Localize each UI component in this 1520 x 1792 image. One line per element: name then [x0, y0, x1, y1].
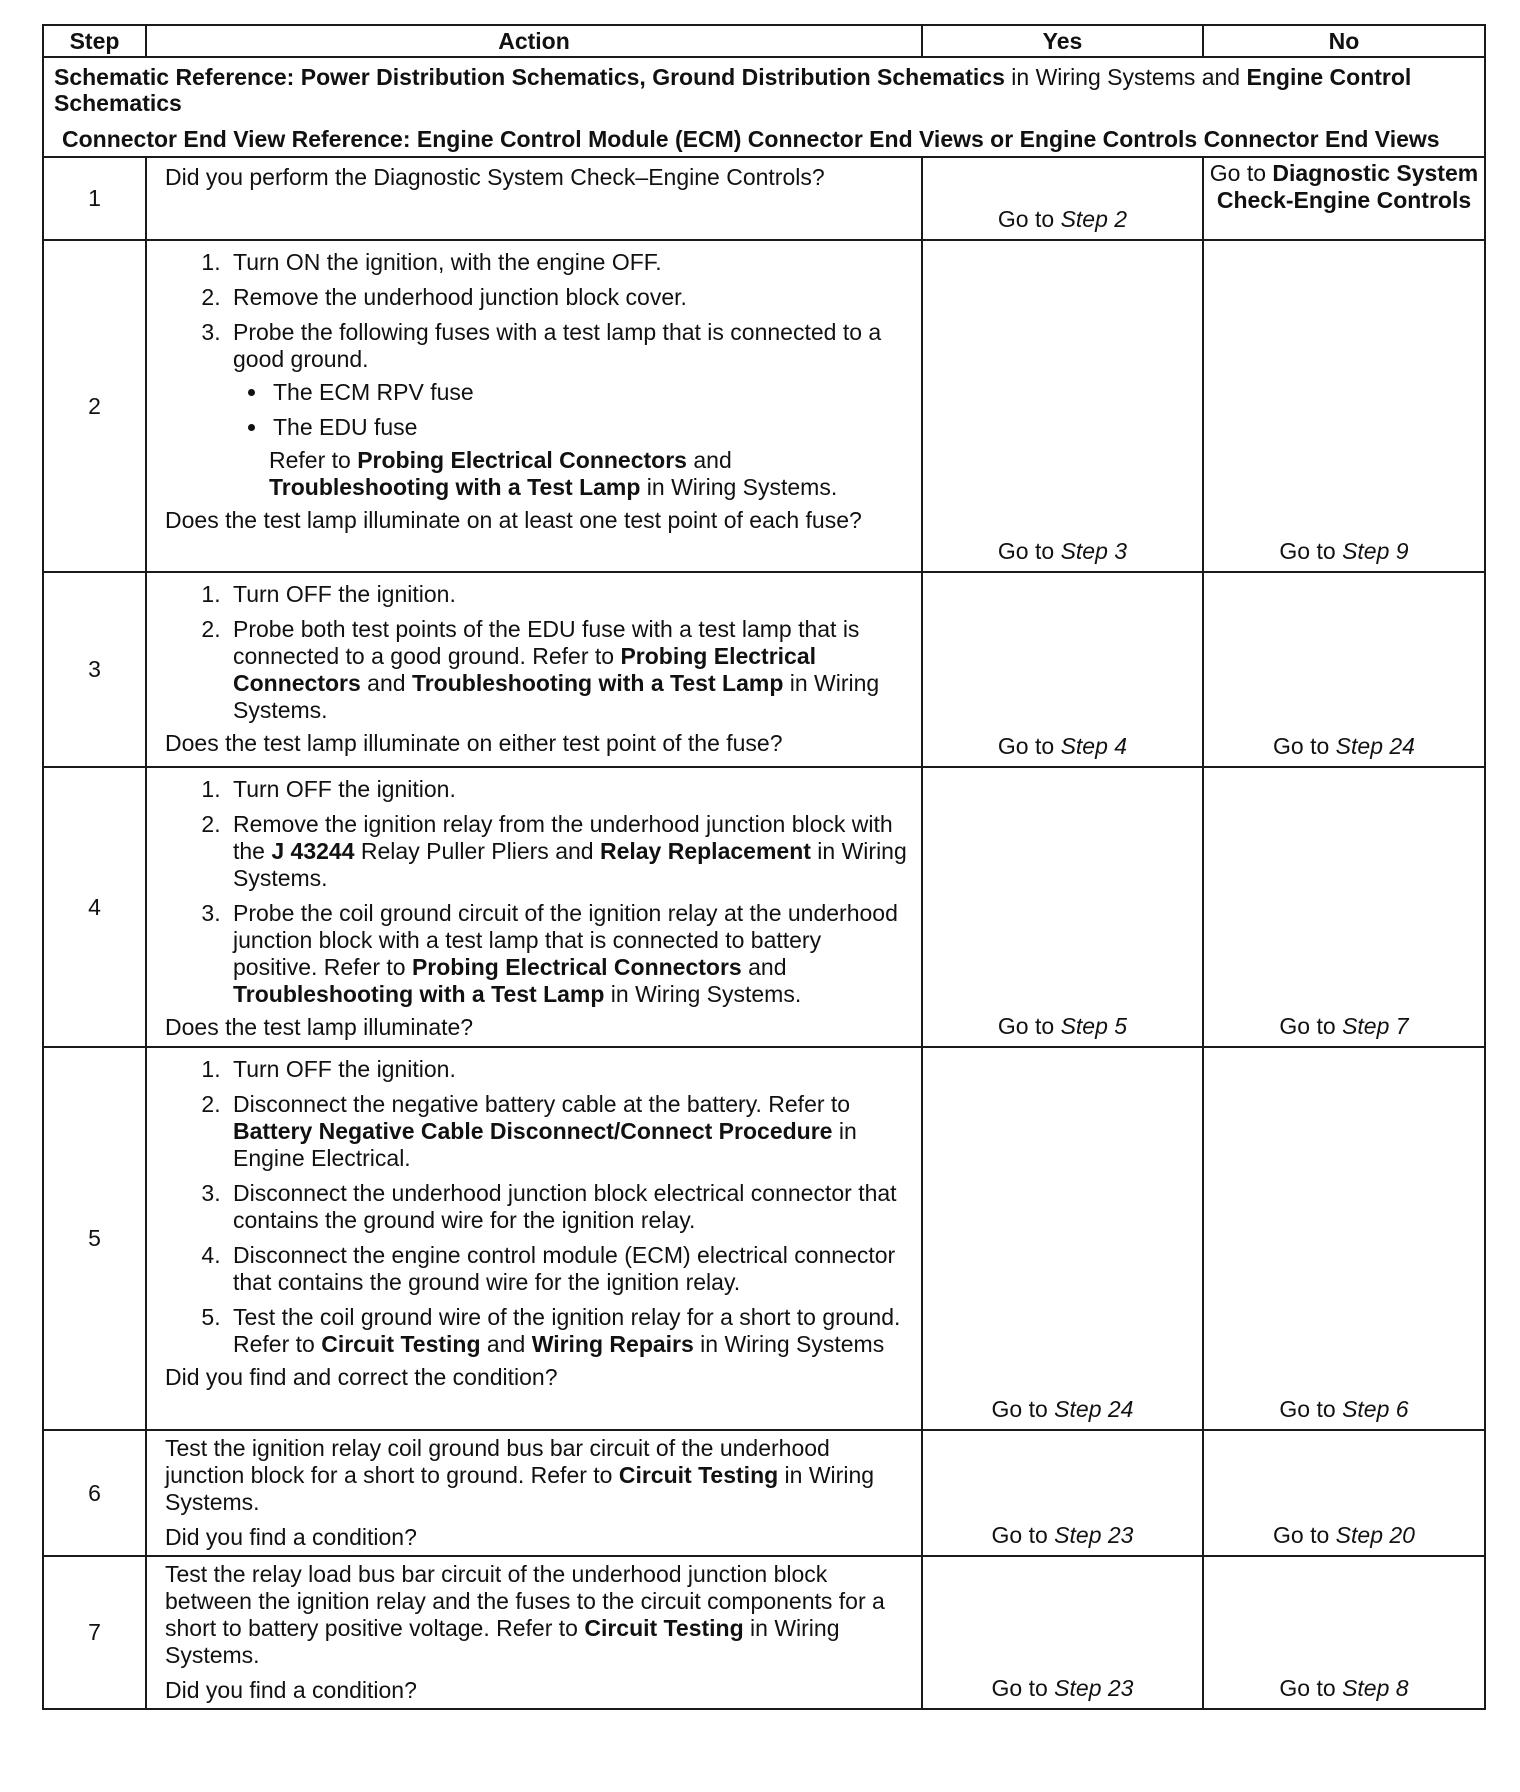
- no-goto: Diagnostic System Check-Engine Controls: [1216, 160, 1479, 213]
- step-question: Did you find a condition?: [165, 1524, 417, 1550]
- yes-goto: Step 24: [1054, 1396, 1134, 1422]
- yes-goto: Step 23: [1054, 1522, 1134, 1548]
- list-item: 3. Probe the coil ground circuit of the ignition relay at the underhood junction block with a test lamp that is connected to battery positive. Refer to Probing Electrical Connectors and Troubleshooting with a Test Lamp in Wiring Systems.: [227, 900, 911, 1008]
- no-cell: Go to Step 20: [1203, 1430, 1485, 1556]
- yes-cell: Go to Step 4: [922, 572, 1203, 767]
- table-row: [43, 1430, 1485, 1556]
- step-number: 2: [43, 240, 146, 572]
- bullet-item: • The EDU fuse: [269, 414, 911, 441]
- step-question: Did you perform the Diagnostic System Check–Engine Controls?: [165, 164, 825, 190]
- list-item: 2. Disconnect the negative battery cable at the battery. Refer to Battery Negative Cable Disconnect/Connect Procedure in Engine Electrical.: [227, 1091, 911, 1172]
- action-cell: [146, 1430, 922, 1556]
- list-item: 2. Remove the ignition relay from the underhood junction block with the J 43244 Relay Puller Pliers and Relay Replacement in Wiring Systems.: [227, 811, 911, 892]
- list-item: 1. Turn OFF the ignition.: [227, 1056, 911, 1083]
- instruction-paragraph: Test the relay load bus bar circuit of the underhood junction block between the ignition relay and the fuses to the circuit components for a short to battery positive voltage. Refer to Circuit Testing in Wiring Systems.: [165, 1561, 885, 1668]
- no-cell: Go to Diagnostic System Check-Engine Controls: [1203, 157, 1485, 240]
- action-cell: [146, 1556, 922, 1709]
- instruction-paragraph: Test the ignition relay coil ground bus bar circuit of the underhood junction block for a short to ground. Refer to Circuit Testing in Wiring Systems.: [165, 1435, 875, 1515]
- instruction-list: [165, 1056, 911, 1358]
- instruction-list: [165, 581, 911, 724]
- step-question: Does the test lamp illuminate on either test point of the fuse?: [165, 730, 783, 756]
- action-cell: [146, 1047, 922, 1430]
- instruction-list: [165, 249, 911, 501]
- header-action: Action: [146, 25, 922, 57]
- step-number: 6: [43, 1430, 146, 1556]
- step-number: 1: [43, 157, 146, 240]
- list-item: 3. Disconnect the underhood junction block electrical connector that contains the ground wire for the ignition relay.: [227, 1180, 911, 1234]
- step-number: 7: [43, 1556, 146, 1709]
- fuse-bullet-list: [233, 379, 911, 441]
- table-row: [43, 157, 1485, 240]
- reference-row: [43, 57, 1485, 157]
- yes-goto: Step 4: [1060, 733, 1128, 759]
- no-goto: Step 7: [1342, 1013, 1409, 1039]
- step-number: 4: [43, 767, 146, 1047]
- list-item: 2. Remove the underhood junction block cover.: [227, 284, 911, 311]
- table-row: [43, 1047, 1485, 1430]
- yes-cell: Go to Step 24: [922, 1047, 1203, 1430]
- list-item: 2. Probe both test points of the EDU fuse with a test lamp that is connected to a good ground. Refer to Probing Electrical Connectors and Troubleshooting with a Test Lamp in Wiring Systems.: [227, 616, 911, 724]
- action-cell: [146, 157, 922, 240]
- no-cell: Go to Step 6: [1203, 1047, 1485, 1430]
- table-row: [43, 572, 1485, 767]
- bullet-item: • The ECM RPV fuse: [269, 379, 911, 406]
- list-item: 1. Turn OFF the ignition.: [227, 776, 911, 803]
- step-question: Does the test lamp illuminate on at least one test point of each fuse?: [165, 507, 862, 533]
- no-cell: Go to Step 7: [1203, 767, 1485, 1047]
- no-cell: Go to Step 24: [1203, 572, 1485, 767]
- table-row: [43, 240, 1485, 572]
- schematic-reference: Schematic Reference: Power Distribution Schematics, Ground Distribution Schematics in Wiring Systems and Engine Control Schematics: [54, 64, 1412, 116]
- step-number: 3: [43, 572, 146, 767]
- reference-cell: [43, 57, 1485, 157]
- step-question: Did you find a condition?: [165, 1677, 417, 1703]
- yes-cell: Go to Step 23: [922, 1556, 1203, 1709]
- refer-note: Refer to Probing Electrical Connectors and Troubleshooting with a Test Lamp in Wiring Systems.: [269, 447, 838, 500]
- yes-cell: Go to Step 23: [922, 1430, 1203, 1556]
- table-row: [43, 1556, 1485, 1709]
- action-cell: [146, 572, 922, 767]
- instruction-list: [165, 776, 911, 1008]
- action-cell: [146, 767, 922, 1047]
- no-goto: Step 24: [1335, 733, 1415, 759]
- no-goto: Step 20: [1335, 1522, 1415, 1548]
- list-item: 5. Test the coil ground wire of the ignition relay for a short to ground. Refer to Circuit Testing and Wiring Repairs in Wiring Systems: [227, 1304, 911, 1358]
- no-goto: Step 8: [1342, 1675, 1409, 1701]
- yes-cell: Go to Step 3: [922, 240, 1203, 572]
- header-row: [43, 25, 1485, 57]
- diagnostic-table: [42, 24, 1486, 1710]
- list-item: 4. Disconnect the engine control module (ECM) electrical connector that contains the ground wire for the ignition relay.: [227, 1242, 911, 1296]
- list-item: 1. Turn ON the ignition, with the engine OFF.: [227, 249, 911, 276]
- no-goto: Step 9: [1342, 538, 1409, 564]
- yes-cell: Go to Step 5: [922, 767, 1203, 1047]
- no-cell: Go to Step 9: [1203, 240, 1485, 572]
- yes-cell: Go to Step 2: [922, 157, 1203, 240]
- yes-goto: Step 2: [1060, 206, 1128, 232]
- header-no: No: [1203, 25, 1485, 57]
- header-yes: Yes: [922, 25, 1203, 57]
- yes-goto: Step 23: [1054, 1675, 1134, 1701]
- connector-end-view-reference: Connector End View Reference: Engine Control Module (ECM) Connector End Views or Engine Controls Connector End Views: [62, 126, 1440, 152]
- list-item: 1. Turn OFF the ignition.: [227, 581, 911, 608]
- list-item: 3. Probe the following fuses with a test lamp that is connected to a good ground. • The ECM RPV fuse • The EDU fuse Refer to Probing Electrical Connectors and Troubleshooting with a Test Lamp in Wiring Systems.: [227, 319, 911, 501]
- no-goto: Step 6: [1342, 1396, 1409, 1422]
- step-question: Did you find and correct the condition?: [165, 1364, 558, 1390]
- step-question: Does the test lamp illuminate?: [165, 1014, 474, 1040]
- step-number: 5: [43, 1047, 146, 1430]
- header-step: Step: [43, 25, 146, 57]
- table-row: [43, 767, 1485, 1047]
- no-cell: Go to Step 8: [1203, 1556, 1485, 1709]
- yes-goto: Step 5: [1060, 1013, 1128, 1039]
- yes-goto: Step 3: [1060, 538, 1128, 564]
- action-cell: [146, 240, 922, 572]
